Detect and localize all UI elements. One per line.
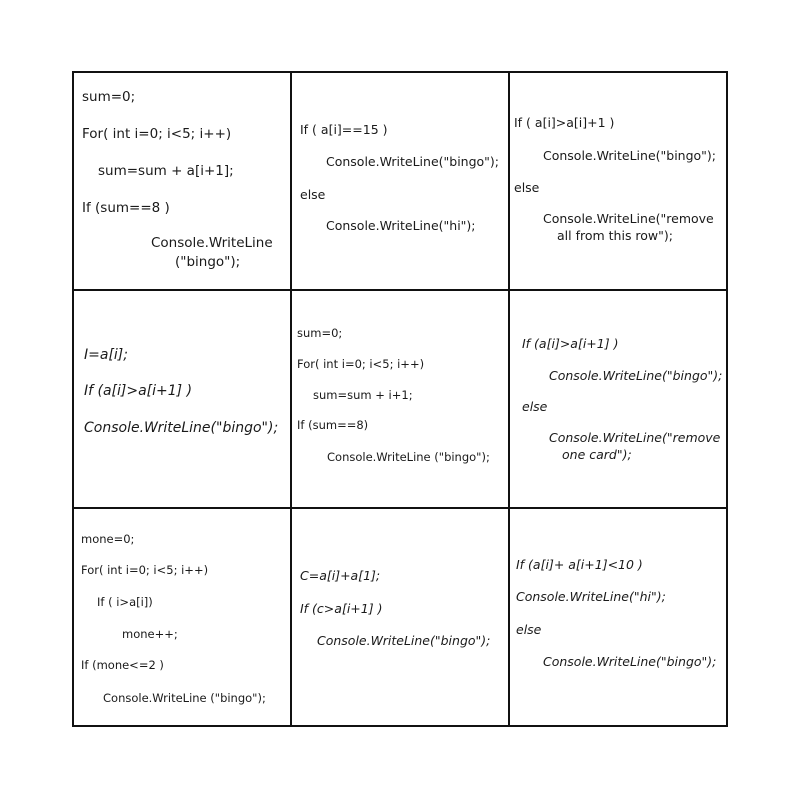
code-line: one card"); [562, 447, 632, 462]
card-cell-3 [510, 73, 726, 291]
card-cell-1 [74, 73, 292, 291]
code-line: else [522, 399, 548, 414]
code-line: For( int i=0; i<5; i++) [81, 563, 209, 577]
card-cell-8 [292, 509, 510, 725]
card-cell-7 [74, 509, 292, 725]
code-line: else [516, 622, 542, 637]
code-line: sum=sum + a[i+1]; [98, 163, 234, 179]
card-cell-4 [74, 291, 292, 509]
code-line: Console.WriteLine("bingo"); [84, 420, 279, 436]
card-cell-5 [292, 291, 510, 509]
code-line: If (a[i]>a[i+1] ) [522, 336, 619, 351]
code-line: C=a[i]+a[1]; [300, 568, 381, 583]
code-line: all from this row"); [557, 228, 673, 243]
code-line: Console.WriteLine("bingo"); [317, 633, 491, 648]
code-line: If (c>a[i+1] ) [300, 601, 383, 616]
code-line: Console.WriteLine("bingo"); [549, 368, 723, 383]
code-line: If ( i>a[i]) [97, 595, 153, 609]
code-line: Console.WriteLine ("bingo"); [327, 450, 490, 464]
code-line: Console.WriteLine [151, 235, 273, 251]
code-line: sum=0; [82, 89, 136, 105]
code-line: If (sum==8 ) [82, 200, 170, 216]
code-line: mone=0; [81, 532, 135, 546]
code-line: mone++; [122, 627, 178, 641]
code-line: Console.WriteLine ("bingo"); [103, 691, 266, 705]
code-line: else [300, 187, 326, 202]
code-line: Console.WriteLine("bingo"); [326, 154, 500, 169]
code-card-grid [72, 71, 728, 727]
code-line: If (a[i]+ a[i+1]<10 ) [516, 557, 643, 572]
code-line: If (mone<=2 ) [81, 658, 164, 672]
code-line: For( int i=0; i<5; i++) [82, 126, 232, 142]
card-cell-6 [510, 291, 726, 509]
code-line: I=a[i]; [84, 347, 128, 363]
code-line: Console.WriteLine("bingo"); [543, 654, 717, 669]
code-line: Console.WriteLine("hi"); [326, 218, 476, 233]
code-line: ("bingo"); [175, 254, 241, 270]
code-line: Console.WriteLine("bingo"); [543, 148, 717, 163]
code-line: else [514, 180, 540, 195]
code-line: sum=0; [297, 326, 343, 340]
code-line: Console.WriteLine("remove [549, 430, 721, 445]
code-line: If ( a[i]>a[i]+1 ) [514, 115, 615, 130]
code-line: If (sum==8) [297, 418, 369, 432]
code-line: If ( a[i]==15 ) [300, 122, 388, 137]
code-line: For( int i=0; i<5; i++) [297, 357, 425, 371]
code-line: Console.WriteLine("remove [543, 211, 714, 226]
code-line: If (a[i]>a[i+1] ) [84, 383, 193, 399]
card-cell-2 [292, 73, 510, 291]
code-line: Console.WriteLine("hi"); [516, 589, 666, 604]
card-cell-9 [510, 509, 726, 725]
code-line: sum=sum + i+1; [313, 388, 413, 402]
